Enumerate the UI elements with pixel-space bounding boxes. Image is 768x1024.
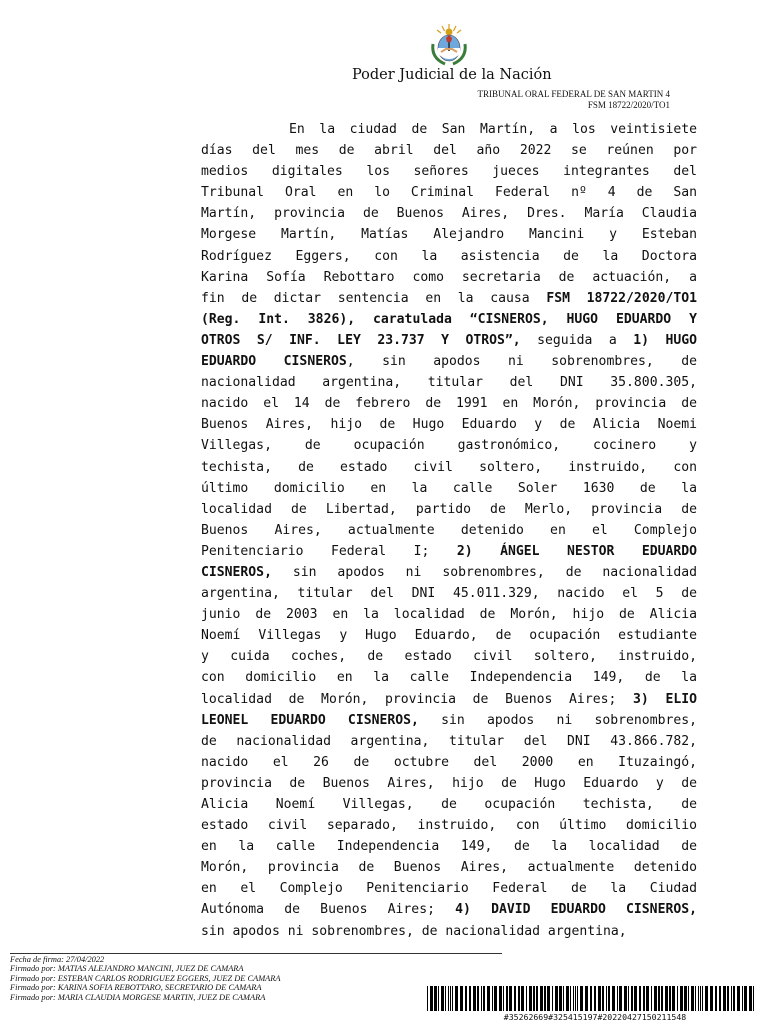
barcode-bar [598, 986, 601, 1011]
barcode-bar [723, 986, 726, 1011]
barcode-bar [533, 986, 535, 1011]
body-bold-text: FSM 18722/2020/TO1 [546, 290, 697, 306]
barcode-bar [702, 986, 703, 1011]
barcode-bar [427, 986, 428, 1011]
barcode-bar [684, 986, 687, 1011]
barcode-bar [669, 986, 671, 1011]
body-line [201, 752, 697, 773]
body-bold-text: 1) HUGO [633, 332, 698, 348]
barcode-bar [744, 986, 747, 1011]
barcode-bar [700, 986, 701, 1011]
body-text-run: fin de dictar sentencia en la causa [201, 290, 547, 306]
barcode-bar [552, 986, 553, 1011]
body-text-run: Karina Sofía Rebottaro como secretaria de actuación, a [201, 269, 697, 285]
barcode-bar [643, 986, 645, 1011]
body-line [201, 625, 697, 646]
body-line [201, 541, 697, 562]
body-text-run: , sin apodos ni sobrenombres, de [346, 354, 697, 370]
body-line [201, 119, 697, 140]
body-text-run: días del mes de abril del año 2022 se reúnen por [201, 143, 697, 159]
body-line [201, 309, 697, 330]
body-line [201, 899, 697, 920]
body-line [201, 182, 697, 203]
barcode-bar [590, 986, 592, 1011]
barcode-bar [460, 986, 463, 1011]
institution-name: Poder Judicial de la Nación [352, 67, 552, 83]
barcode-bar [654, 986, 657, 1011]
body-text-run: argentina, titular del DNI 45.011.329, nacido el 5 de [201, 586, 697, 602]
body-text-run: de nacionalidad argentina, titular del DNI 43.866.782, [201, 733, 697, 749]
body-line [201, 773, 697, 794]
body-text-run: Buenos Aires, hijo de Hugo Eduardo y de Alicia Noemi [201, 417, 697, 433]
barcode-bar [559, 986, 562, 1011]
body-line [201, 140, 697, 161]
barcode-bar [438, 986, 439, 1011]
body-line [201, 562, 697, 583]
body-line [201, 372, 697, 393]
coat-of-arms-emblem [429, 24, 469, 66]
body-line [201, 520, 697, 541]
barcode-bar [448, 986, 449, 1011]
body-line [201, 478, 697, 499]
body-line [201, 161, 697, 182]
barcode-bar [509, 986, 512, 1011]
barcode-bar [710, 986, 713, 1011]
body-text-run: Villegas, de ocupación gastronómico, cocinero y [201, 438, 697, 454]
body-text-run: Noemí Villegas y Hugo Eduardo, de ocupación estudiante [201, 628, 697, 644]
barcode-bar [672, 986, 675, 1011]
barcode-bar [492, 986, 493, 1011]
barcode-bar [719, 986, 721, 1011]
barcode-bar [452, 986, 453, 1011]
body-line [201, 836, 697, 857]
barcode-bar [737, 986, 740, 1011]
barcode-bar [749, 986, 752, 1011]
body-text-run: nacido el 14 de febrero de 1991 en Morón, provincia de [201, 396, 697, 412]
body-line [201, 667, 697, 688]
barcode-bar [691, 986, 694, 1011]
barcode-bar [608, 986, 610, 1011]
barcode-bar [665, 986, 668, 1011]
barcode-bar [602, 986, 604, 1011]
barcode-bar [430, 986, 433, 1011]
body-bold-text: EDUARDO CISNEROS [201, 354, 347, 370]
body-bold-text: 3) ELIO [633, 691, 697, 707]
body-line [201, 604, 697, 625]
body-line [201, 583, 697, 604]
barcode-bar [617, 986, 618, 1011]
barcode-bar [577, 986, 578, 1011]
barcode-bar [469, 986, 471, 1011]
barcode-bar [494, 986, 497, 1011]
body-text-run: nacionalidad argentina, titular del DNI 35.800.305, [201, 375, 697, 391]
body-line [201, 246, 697, 267]
body-text-run: junio de 2003 en la localidad de Morón, hijo de Alicia [201, 607, 697, 623]
barcode-bar [540, 986, 543, 1011]
barcode-bar [695, 986, 696, 1011]
barcode-number: #35262669#325415197#20220427150211548 [503, 1012, 687, 1022]
body-bold-text: CISNEROS, [201, 564, 272, 580]
barcode-bar [651, 986, 652, 1011]
body-text-run: Rodríguez Eggers, con la asistencia de la Doctora [201, 248, 697, 264]
barcode-bar [727, 986, 729, 1011]
barcode-bar [677, 986, 678, 1011]
body-text-run: nacido el 26 de octubre del 2000 en Ituzaingó, [201, 754, 697, 770]
signature-line: Firmado por: MARIA CLAUDIA MORGESE MARTIN, JUEZ DE CAMARA [10, 992, 266, 1002]
body-line [201, 499, 697, 520]
barcode-bar [544, 986, 546, 1011]
signature-line: Firmado por: ESTEBAN CARLOS RODRIGUEZ EGGERS, JUEZ DE CAMARA [10, 973, 281, 983]
barcode-bar [465, 986, 467, 1011]
barcode-bar [487, 986, 490, 1011]
body-text-run: localidad de Libertad, partido de Merlo, provincia de [201, 501, 697, 517]
body-line [201, 224, 697, 245]
body-text-run: en la calle Independencia 149, de la localidad de [201, 839, 697, 855]
sun-icon [446, 29, 453, 36]
body-text-run: último domicilio en la calle Soler 1630 de la [201, 480, 697, 496]
barcode-bar [521, 986, 524, 1011]
body-line [201, 288, 697, 309]
body-line [201, 330, 697, 351]
barcode-bar [518, 986, 520, 1011]
barcode-bar [612, 986, 615, 1011]
barcode-bar [715, 986, 717, 1011]
body-text-run: con domicilio en la calle Independencia 149, de la [201, 670, 697, 686]
body-line [201, 351, 697, 372]
signature-line: Firmado por: MATIAS ALEJANDRO MANCINI, JUEZ DE CAMARA [10, 964, 244, 974]
barcode-bar [639, 986, 641, 1011]
body-text-run: Buenos Aires, actualmente detenido en el Complejo [201, 522, 697, 538]
body-line [201, 794, 697, 815]
court-header [478, 89, 670, 110]
barcode-bar [445, 986, 446, 1011]
body-text-run: provincia de Buenos Aires, hijo de Hugo Eduardo y de [201, 775, 697, 791]
barcode-bar [503, 986, 504, 1011]
body-text-run: Autónoma de Buenos Aires; [201, 902, 456, 918]
barcode-bar [575, 986, 576, 1011]
barcode-bar [585, 986, 588, 1011]
body-line [201, 414, 697, 435]
barcode-bar [526, 986, 527, 1011]
barcode-bar [547, 986, 550, 1011]
body-line [201, 689, 697, 710]
barcode-bar [570, 986, 571, 1011]
body-bold-text: (Reg. Int. 3826), caratulada “CISNEROS, HUGO EDUARDO Y [201, 311, 697, 327]
barcode-bar [536, 986, 538, 1011]
barcode-bar [619, 986, 622, 1011]
body-line [201, 393, 697, 414]
barcode-bar [680, 986, 683, 1011]
body-bold-text: LEONEL EDUARDO CISNEROS, [201, 712, 419, 728]
signature-date: Fecha de firma: 27/04/2022 [10, 955, 105, 964]
barcode-bar [573, 986, 574, 1011]
body-text-run: En la ciudad de San Martín, a los veintisiete [289, 122, 697, 137]
body-line [201, 710, 697, 731]
body-line [201, 646, 697, 667]
barcode-bar [506, 986, 508, 1011]
body-line [201, 815, 697, 836]
barcode-bar [566, 986, 569, 1011]
body-bold-text: OTROS S/ INF. LEY 23.737 Y OTROS”, [201, 332, 521, 348]
barcode-bar [594, 986, 596, 1011]
barcode-image [427, 986, 756, 1011]
barcode-bar [499, 986, 502, 1011]
barcode-bar [481, 986, 482, 1011]
body-line [201, 731, 697, 752]
barcode-bar [450, 986, 451, 1011]
body-text-run: seguida a [520, 332, 634, 348]
barcode-bar [646, 986, 649, 1011]
barcode-bar [753, 986, 754, 1011]
barcode-bar [455, 986, 458, 1011]
court-name: TRIBUNAL ORAL FEDERAL DE SAN MARTIN 4 [477, 89, 670, 99]
body-text-run: Morón, provincia de Buenos Aires, actualmente detenido [201, 860, 697, 876]
barcode-bar [441, 986, 444, 1011]
body-text-run: estado civil separado, instruido, con último domicilio [201, 818, 697, 834]
barcode-bar [477, 986, 479, 1011]
barcode-bar [529, 986, 532, 1011]
barcode-bar [631, 986, 633, 1011]
body-line [201, 267, 697, 288]
body-text-run: sin apodos ni sobrenombres, de nacionalidad [271, 564, 697, 580]
body-text-run: Tribunal Oral en lo Criminal Federal nº 4 de San [201, 185, 697, 201]
signature-divider [10, 953, 502, 954]
body-text-run: localidad de Morón, provincia de Buenos Aires; [201, 691, 634, 707]
body-text-run: techista, de estado civil soltero, instruido, con [201, 459, 697, 475]
body-line [201, 921, 697, 942]
body-text-run: Martín, provincia de Buenos Aires, Dres. María Claudia [201, 206, 697, 222]
barcode-bar [483, 986, 485, 1011]
body-line [201, 203, 697, 224]
case-number: FSM 18722/2020/TO1 [587, 99, 670, 110]
barcode-bar [688, 986, 689, 1011]
body-text-run: en el Complejo Penitenciario Federal de la Ciudad [201, 881, 697, 897]
body-line [201, 457, 697, 478]
barcode-bar [698, 986, 699, 1011]
barcode-bar [563, 986, 564, 1011]
document-body [201, 119, 697, 942]
barcode-bar [733, 986, 735, 1011]
body-line [201, 857, 697, 878]
barcode-bar [580, 986, 583, 1011]
body-bold-text: 4) DAVID EDUARDO CISNEROS, [455, 902, 697, 918]
barcode-bar [705, 986, 708, 1011]
body-text-run: Morgese Martín, Matías Alejandro Mancini y Esteban [201, 227, 697, 243]
barcode-bar [742, 986, 743, 1011]
body-line [201, 435, 697, 456]
barcode-bar [434, 986, 437, 1011]
barcode-bar [555, 986, 558, 1011]
body-text-run: sin apodos ni sobrenombres, de nacionalidad argentina, [201, 923, 627, 939]
barcode-bar [634, 986, 637, 1011]
barcode-bar [731, 986, 732, 1011]
barcode-bar [624, 986, 627, 1011]
body-bold-text: 2) ÁNGEL NESTOR EDUARDO [456, 543, 698, 559]
body-line [201, 878, 697, 899]
body-text-run: medios digitales los señores jueces integrantes del [201, 164, 697, 180]
body-text-run: Penitenciario Federal I; [201, 543, 457, 559]
body-text-run: sin apodos ni sobrenombres, [418, 712, 697, 728]
barcode-bar [514, 986, 516, 1011]
body-text-run: Alicia Noemí Villegas, de ocupación techista, de [201, 797, 697, 812]
barcode-bar [473, 986, 476, 1011]
signature-block [10, 955, 281, 1002]
body-text-run: y cuida coches, de estado civil soltero, instruido, [201, 649, 697, 665]
signature-line: Firmado por: KARINA SOFIA REBOTTARO, SECRETARIO DE CAMARA [10, 983, 262, 993]
barcode-bar [661, 986, 663, 1011]
barcode-bar [628, 986, 629, 1011]
barcode-bar [658, 986, 660, 1011]
barcode-bar [606, 986, 607, 1011]
